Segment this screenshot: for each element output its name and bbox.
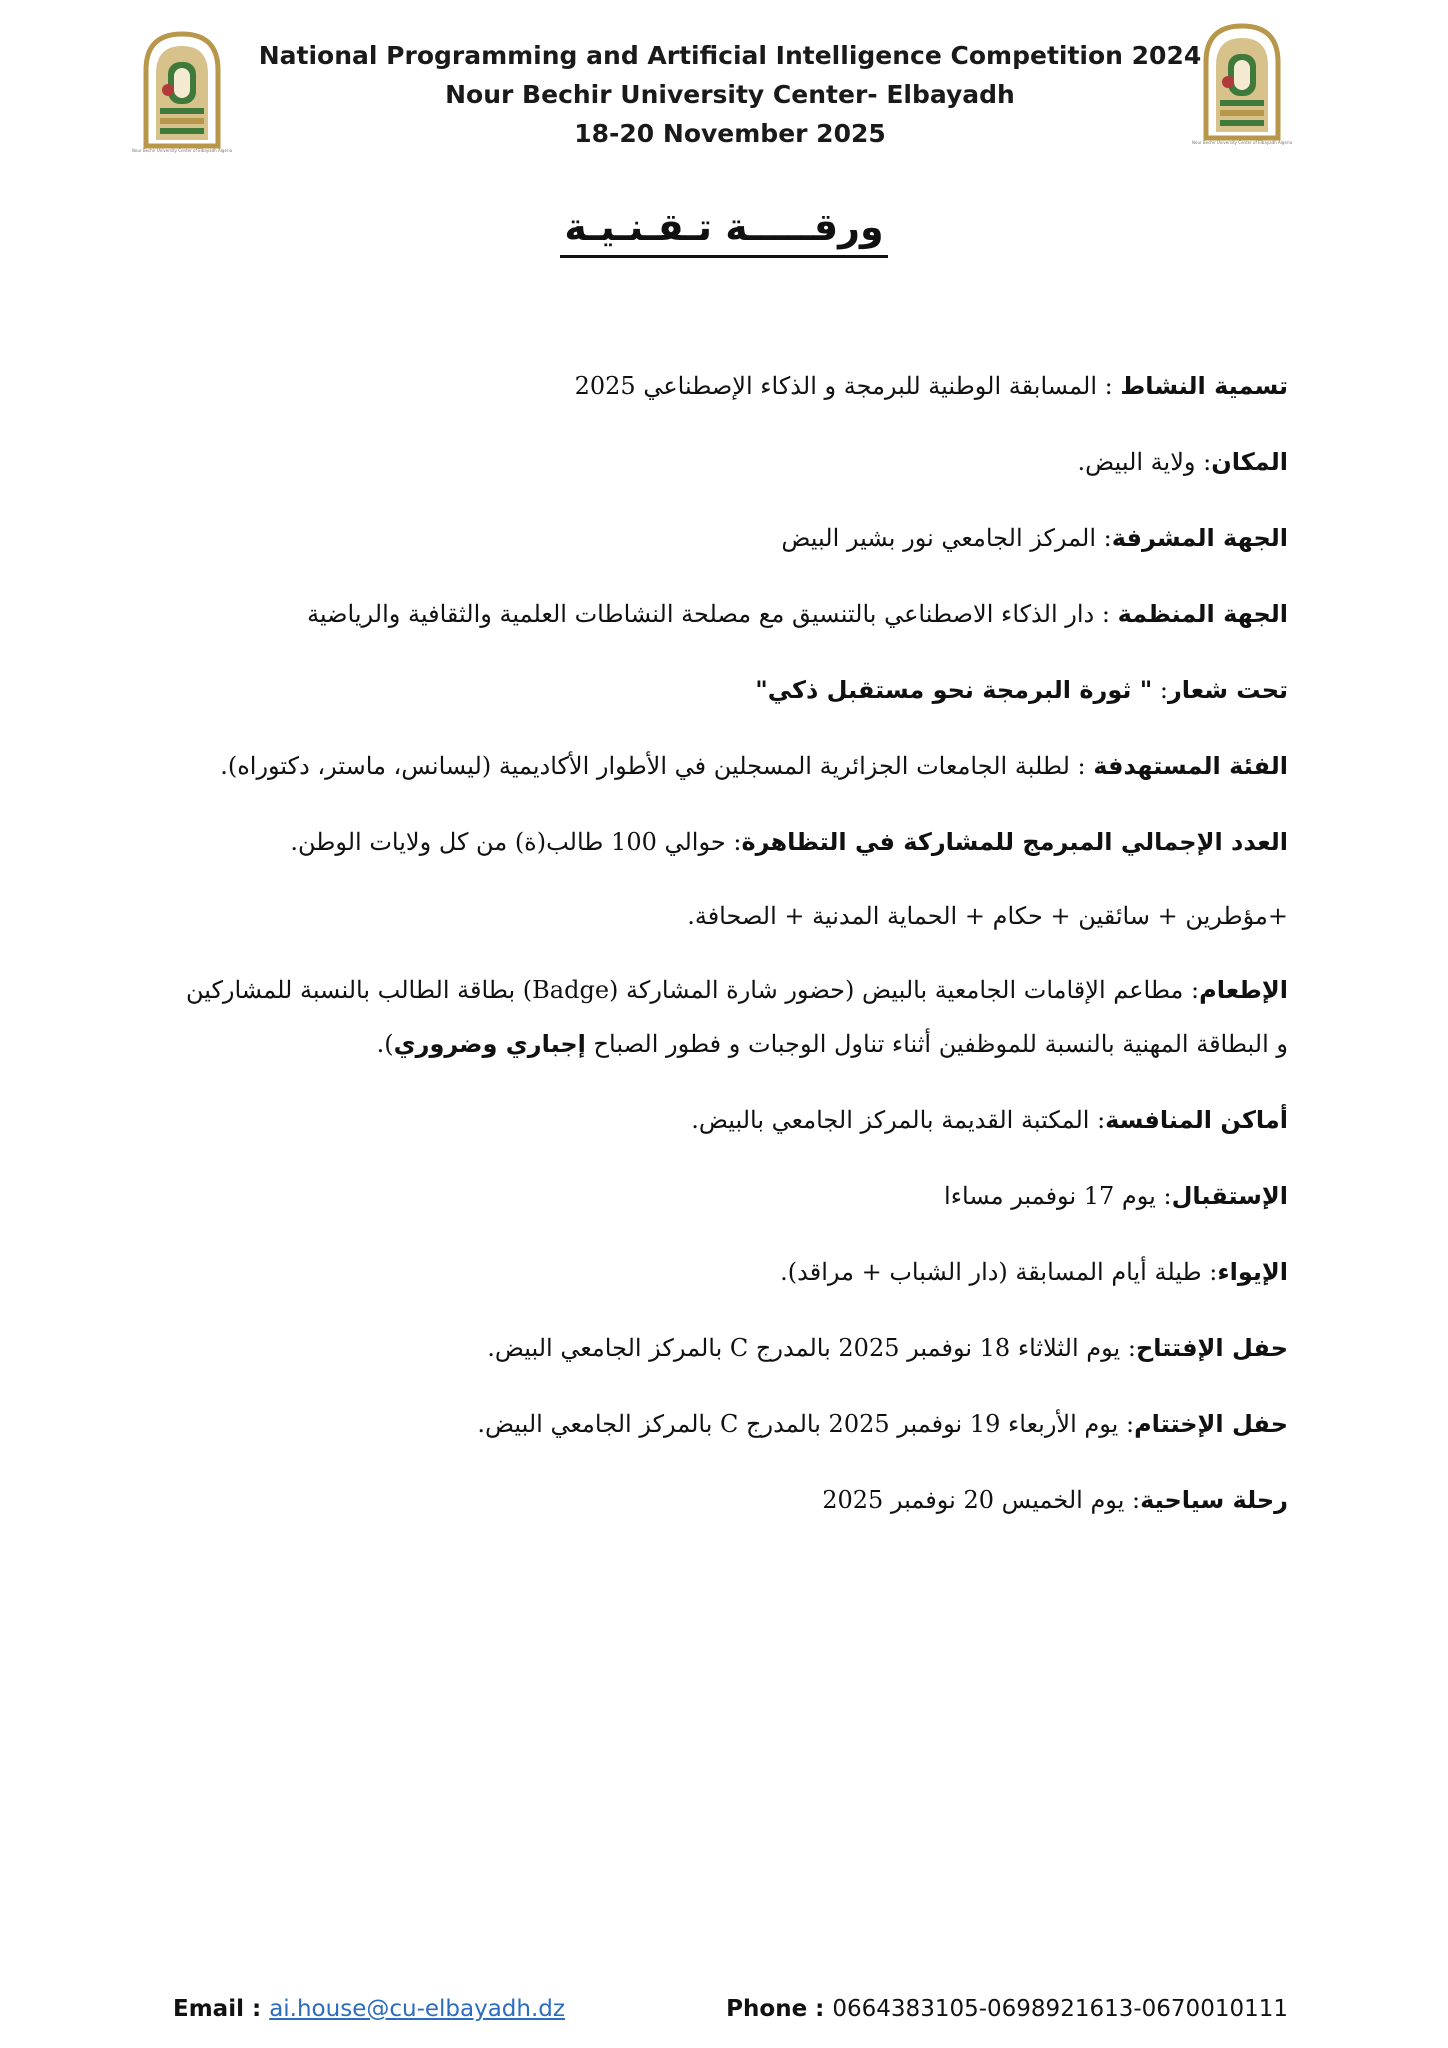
event-dates: 18-20 November 2025 — [574, 119, 886, 148]
footer-phone — [726, 1996, 1288, 2022]
info-row-opening: حفل الإفتتاح: يوم الثلاثاء 18 نوفمبر 2025 بالمدرج C بالمركز الجامعي البيض. — [487, 1334, 1288, 1362]
title-text: ورقـــــة تـقـنـيـة — [560, 205, 887, 258]
info-row-participants-extra: +مؤطرين + سائقين + حكام + الحماية المدنية + الصحافة. — [687, 902, 1288, 930]
info-row-catering: الإطعام: مطاعم الإقامات الجامعية بالبيض (حضور شارة المشاركة (Badge) بطاقة الطالب بالنسبة للمشاركين — [185, 976, 1288, 1004]
phone-label: Phone : — [726, 1996, 833, 2022]
page-footer — [0, 1996, 1448, 2036]
info-row-location: المكان: ولاية البيض. — [1077, 448, 1288, 476]
info-row-catering-cont: و البطاقة المهنية بالنسبة للموظفين أثناء تناول الوجبات و فطور الصباح إجباري وضروري). — [376, 1030, 1288, 1058]
svg-text:Nour Bechir University Center: Nour Bechir University Center of Elbayadh Algeria — [131, 148, 233, 153]
info-row-organizer: الجهة المنظمة : دار الذكاء الاصطناعي بالتنسيق مع مصلحة النشاطات العلمية والثقافية والرياضية — [307, 600, 1288, 628]
competition-title: National Programming and Artificial Intelligence Competition 2024 — [258, 41, 1202, 70]
info-row-slogan: تحت شعار: " ثورة البرمجة نحو مستقبل ذكي" — [755, 676, 1288, 704]
info-row-activity: تسمية النشاط : المسابقة الوطنية للبرمجة و الذكاء الإصطناعي 2025 — [574, 372, 1288, 400]
info-row-supervisor: الجهة المشرفة: المركز الجامعي نور بشير البيض — [781, 524, 1288, 552]
info-row-venues: أماكن المنافسة: المكتبة القديمة بالمركز الجامعي بالبيض. — [691, 1106, 1288, 1134]
footer-email — [173, 1996, 565, 2022]
info-row-participants: العدد الإجمالي المبرمج للمشاركة في التظاهرة: حوالي 100 طالب(ة) من كل ولايات الوطن. — [290, 828, 1288, 856]
university-logo-left — [131, 28, 233, 156]
phone-numbers: 0664383105-0698921613-0670010111 — [832, 1996, 1288, 2022]
page-header — [0, 28, 1448, 168]
email-label: Email : — [173, 1996, 270, 2022]
document-title — [0, 205, 1448, 258]
university-logo-right — [1191, 20, 1293, 148]
info-row-trip: رحلة سياحية: يوم الخميس 20 نوفمبر 2025 — [822, 1486, 1288, 1514]
info-row-closing: حفل الإختتام: يوم الأربعاء 19 نوفمبر 2025 بالمدرج C بالمركز الجامعي البيض. — [477, 1410, 1288, 1438]
info-row-accommodation: الإيواء: طيلة أيام المسابقة (دار الشباب + مراقد). — [780, 1258, 1288, 1286]
info-row-target: الفئة المستهدفة : لطلبة الجامعات الجزائرية المسجلين في الأطوار الأكاديمية (ليسانس، ماستر، دكتوراه). — [220, 752, 1288, 780]
email-link[interactable]: ai.house@cu-elbayadh.dz — [269, 1996, 565, 2022]
technical-sheet-body — [170, 366, 1288, 1520]
info-row-reception: الإستقبال: يوم 17 نوفمبر مساءا — [944, 1182, 1288, 1210]
svg-text:Nour Bechir University Center: Nour Bechir University Center of Elbayadh Algeria — [1191, 140, 1293, 145]
header-text — [250, 36, 1210, 153]
university-name: Nour Bechir University Center- Elbayadh — [445, 80, 1015, 109]
